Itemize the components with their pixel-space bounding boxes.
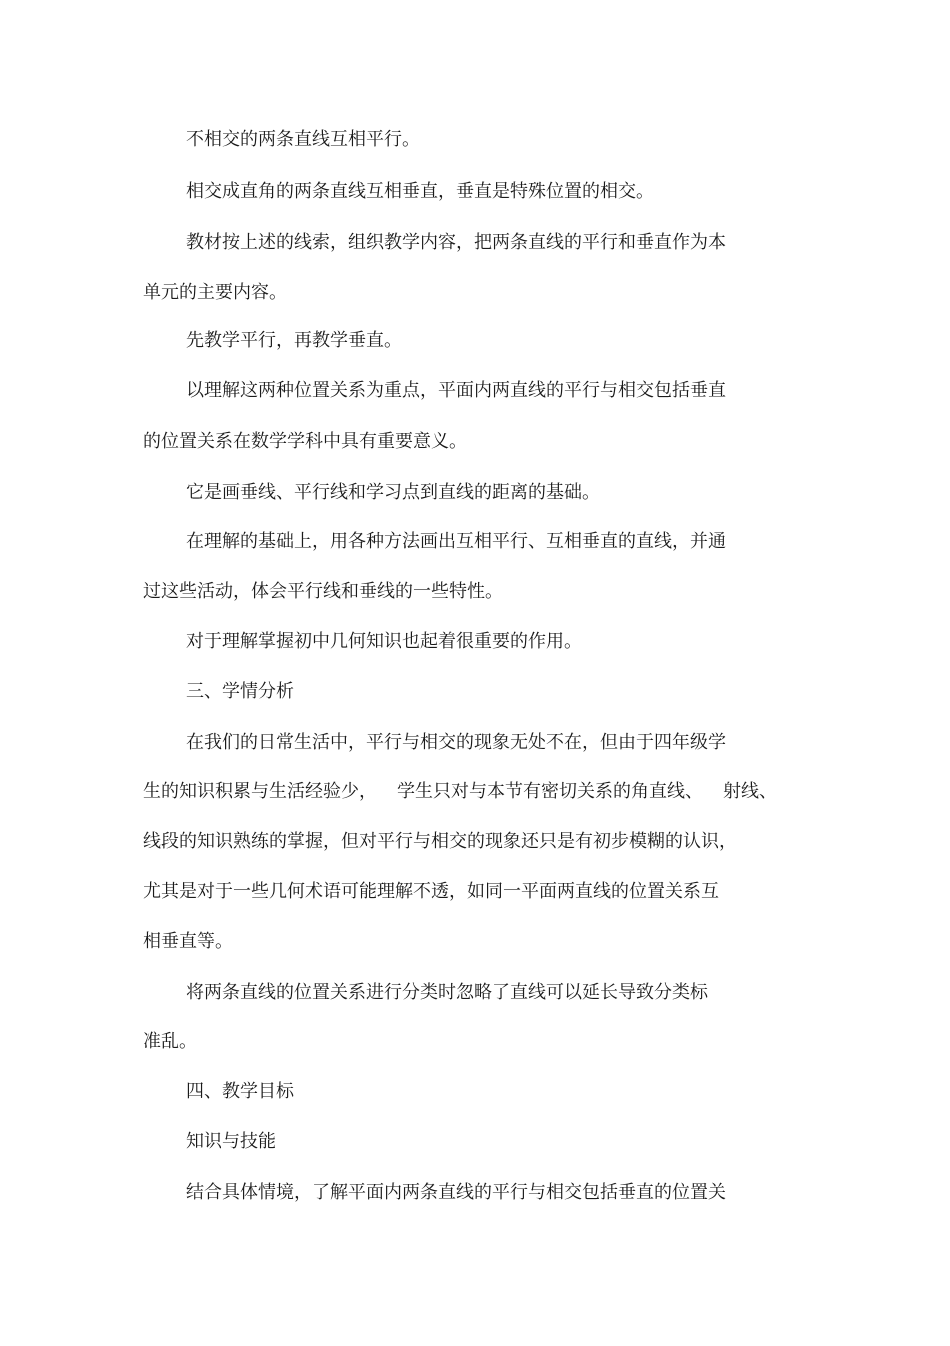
paragraph-line: 将两条直线的位置关系进行分类时忽略了直线可以延长导致分类标	[186, 982, 708, 1003]
paragraph-line: 过这些活动，体会平行线和垂线的一些特性。	[143, 581, 503, 602]
paragraph-line: 对于理解掌握初中几何知识也起着很重要的作用。	[186, 631, 582, 652]
line-segment: 射线、	[723, 781, 777, 802]
line-segment: 生的知识积累与生活经验少，	[143, 781, 377, 802]
line-segment: 学生只对与本节有密切关系的角直线、	[397, 781, 703, 802]
paragraph-line: 尤其是对于一些几何术语可能理解不透，如同一平面两直线的位置关系互	[143, 881, 719, 902]
paragraph-line: 教材按上述的线索，组织教学内容，把两条直线的平行和垂直作为本	[186, 232, 726, 253]
section-heading: 四、教学目标	[186, 1081, 294, 1102]
paragraph-line: 结合具体情境，了解平面内两条直线的平行与相交包括垂直的位置关	[186, 1182, 726, 1203]
paragraph-line: 以理解这两种位置关系为重点，平面内两直线的平行与相交包括垂直	[186, 380, 726, 401]
paragraph-line: 不相交的两条直线互相平行。	[186, 129, 420, 150]
paragraph-line: 相垂直等。	[143, 931, 233, 952]
section-heading: 三、学情分析	[186, 681, 294, 702]
paragraph-line: 在我们的日常生活中，平行与相交的现象无处不在，但由于四年级学	[186, 732, 726, 753]
paragraph-line	[143, 780, 777, 804]
paragraph-line: 它是画垂线、平行线和学习点到直线的距离的基础。	[186, 482, 600, 503]
paragraph-line: 先教学平行，再教学垂直。	[186, 330, 402, 351]
paragraph-line: 的位置关系在数学学科中具有重要意义。	[143, 431, 467, 452]
paragraph-line: 准乱。	[143, 1031, 197, 1052]
subsection-heading: 知识与技能	[186, 1131, 276, 1152]
paragraph-line: 在理解的基础上，用各种方法画出互相平行、互相垂直的直线，并通	[186, 531, 726, 552]
paragraph-line: 线段的知识熟练的掌握，但对平行与相交的现象还只是有初步模糊的认识，	[143, 831, 737, 852]
paragraph-line: 单元的主要内容。	[143, 282, 287, 303]
paragraph-line: 相交成直角的两条直线互相垂直，垂直是特殊位置的相交。	[186, 181, 654, 202]
